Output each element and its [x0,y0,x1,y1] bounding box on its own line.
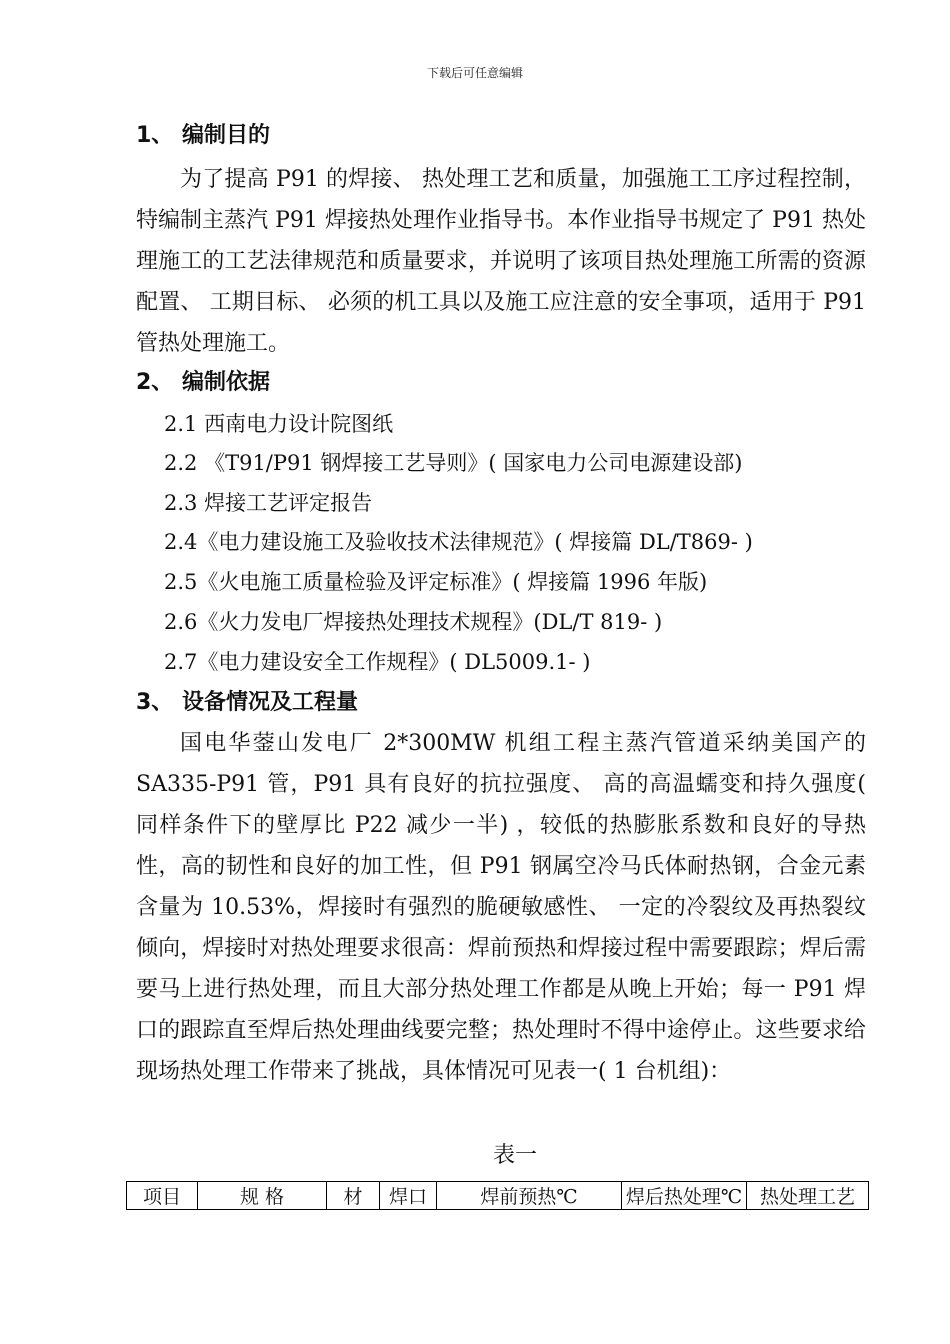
section-2-title: 编制依据 [182,370,271,395]
section-3-number: 3、 [136,690,174,715]
section-1-heading [136,121,270,151]
table-header-cell: 焊前预热℃ [437,1182,622,1210]
table-header-cell: 规 格 [198,1182,327,1210]
table-header-row [127,1182,869,1210]
table-caption: 表一 [492,1143,537,1168]
section-1-paragraph: 为了提高 P91 的焊接、 热处理工艺和质量，加强施工工序过程控制，特编制主蒸汽 P91 焊接热处理作业指导书。本作业指导书规定了 P91 热处理施工的工艺法律规范和质量要求，并说明了该项目热处理施工所需的资源配置、 工期目标、 必须的机工具以及施工应注意的安全事项，适用于 P91 管热处理施工。 [136,167,866,356]
table-header-cell: 项目 [127,1182,198,1210]
section-1-number: 1、 [136,123,174,148]
table-header-cell: 热处理工艺 [747,1182,869,1210]
table-one [126,1181,869,1210]
page-header: 下载后可任意编辑 [426,66,523,80]
section-3-heading [136,688,358,718]
section-1-title: 编制目的 [182,123,271,148]
reference-item: 2.7《电力建设安全工作规程》( DL5009.1- ) [164,650,591,674]
reference-item: 2.3 焊接工艺评定报告 [164,491,373,515]
section-3-paragraph: 国电华蓥山发电厂 2*300MW 机组工程主蒸汽管道采纳美国产的 SA335-P91 管，P91 具有良好的抗拉强度、 高的高温蠕变和持久强度( 同样条件下的壁厚比 P22 减少一半) ，较低的热膨胀系数和良好的导热性，高的韧性和良好的加工性，但 P91 钢属空冷马氏体耐热钢，合金元素含量为 10.53%，焊接时有强烈的脆硬敏感性、 一定的冷裂纹及再热裂纹倾向，焊接时对热处理要求很高：焊前预热和焊接过程中需要跟踪；焊后需要马上进行热处理，而且大部分热处理工作都是从晚上开始；每一 P91 焊口的跟踪直至焊后热处理曲线要完整；热处理时不得中途停止。这些要求给现场热处理工作带来了挑战，具体情况可见表一( 1 台机组)： [136,731,866,1084]
table-header-cell: 焊后热处理℃ [622,1182,747,1210]
table-header-cell: 焊口 [380,1182,437,1210]
section-2-number: 2、 [136,370,174,395]
reference-item: 2.5《火电施工质量检验及评定标准》( 焊接篇 1996 年版) [164,570,708,594]
reference-item: 2.6《火力发电厂焊接热处理技术规程》(DL/T 819- ) [164,610,663,634]
reference-item: 2.1 西南电力设计院图纸 [164,412,394,436]
section-3-title: 设备情况及工程量 [182,690,359,715]
table-header-cell: 材 [327,1182,380,1210]
reference-item: 2.2 《T91/P91 钢焊接工艺导则》( 国家电力公司电源建设部) [164,451,743,475]
reference-item: 2.4《电力建设施工及验收技术法律规范》( 焊接篇 DL/T869- ) [164,530,753,554]
section-2-heading [136,368,270,398]
